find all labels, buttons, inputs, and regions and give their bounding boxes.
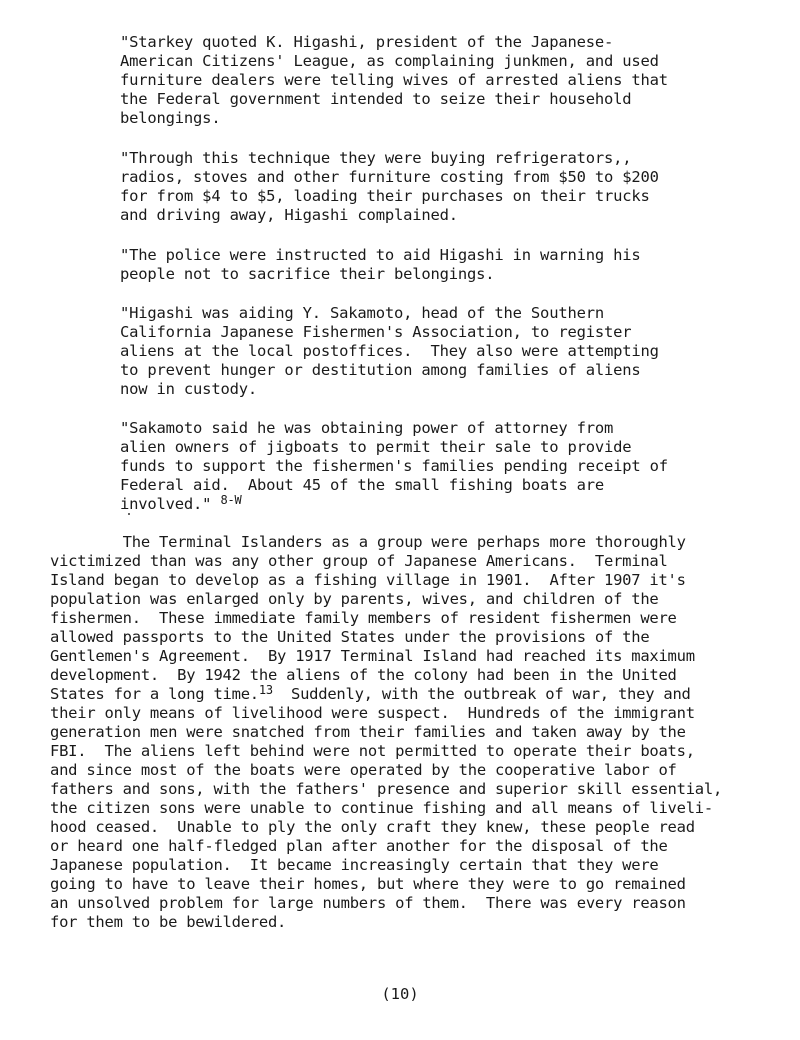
text-line: their only means of livelihood were suspect. Hundreds of the immigrant — [50, 704, 695, 722]
text-line: an unsolved problem for large numbers of them. There was every reason — [50, 894, 686, 912]
text-line: Island began to develop as a fishing village in 1901. After 1907 it's — [50, 571, 686, 589]
text-line: FBI. The aliens left behind were not permitted to operate their boats, — [50, 742, 695, 760]
text-line: going to have to leave their homes, but where they were to go remained — [50, 875, 686, 893]
text-line: and driving away, Higashi complained. — [120, 206, 458, 224]
text-line: belongings. — [120, 109, 221, 127]
text-line: "Starkey quoted K. Higashi, president of the Japanese- — [120, 33, 614, 51]
text-line: alien owners of jigboats to permit their sale to provide — [120, 438, 632, 456]
text-line: aliens at the local postoffices. They also were attempting — [120, 342, 659, 360]
text-line: and since most of the boats were operated by the cooperative labor of — [50, 761, 677, 779]
text-line: funds to support the fishermen's families pending receipt of — [120, 457, 668, 475]
stray-mark — [128, 513, 130, 515]
text-segment: States for a long time. — [50, 685, 259, 703]
text-line: population was enlarged only by parents, wives, and children of the — [50, 590, 659, 608]
text-segment: Suddenly, with the outbreak of war, they and — [272, 685, 691, 703]
text-line: fathers and sons, with the fathers' presence and superior skill essential, — [50, 780, 723, 798]
footnote-marker: 13 — [258, 683, 273, 697]
quote-paragraph-3 — [120, 246, 641, 284]
text-line: fishermen. These immediate family members of resident fishermen were — [50, 609, 677, 627]
text-line: "The police were instructed to aid Higashi in warning his — [120, 246, 641, 264]
quote-paragraph-4 — [120, 304, 659, 399]
text-line: the citizen sons were unable to continue fishing and all means of liveli- — [50, 799, 713, 817]
text-line: now in custody. — [120, 380, 257, 398]
text-line: "Higashi was aiding Y. Sakamoto, head of the Southern — [120, 304, 604, 322]
footnote-marker: 8-W — [220, 493, 242, 507]
text-line: "Sakamoto said he was obtaining power of attorney from — [120, 419, 614, 437]
text-line: California Japanese Fishermen's Association, to register — [120, 323, 632, 341]
text-line: The Terminal Islanders as a group were perhaps more thoroughly — [50, 533, 686, 551]
text-line: radios, stoves and other furniture costing from $50 to $200 — [120, 168, 659, 186]
text-line: or heard one half-fledged plan after another for the disposal of the — [50, 837, 668, 855]
text-line: hood ceased. Unable to ply the only craft they knew, these people read — [50, 818, 695, 836]
quote-paragraph-5 — [120, 419, 668, 514]
page-number: (10) — [381, 985, 419, 1003]
text-line: people not to sacrifice their belongings. — [120, 265, 495, 283]
text-line: allowed passports to the United States under the provisions of the — [50, 628, 650, 646]
text-line: Federal aid. About 45 of the small fishing boats are — [120, 476, 604, 494]
text-line: generation men were snatched from their families and taken away by the — [50, 723, 686, 741]
text-line-with-footnote — [120, 495, 668, 514]
text-line: the Federal government intended to seize their household — [120, 90, 632, 108]
text-line-with-footnote — [50, 685, 722, 704]
quote-paragraph-1 — [120, 33, 668, 128]
text-line: for them to be bewildered. — [50, 913, 287, 931]
body-paragraph — [50, 533, 722, 932]
text-line: to prevent hunger or destitution among families of aliens — [120, 361, 641, 379]
text-line: for from $4 to $5, loading their purchases on their trucks — [120, 187, 650, 205]
quote-paragraph-2 — [120, 149, 659, 225]
text-line: furniture dealers were telling wives of arrested aliens that — [120, 71, 668, 89]
text-line: Gentlemen's Agreement. By 1917 Terminal Island had reached its maximum — [50, 647, 695, 665]
text-segment: involved." — [120, 495, 221, 513]
text-line: "Through this technique they were buying refrigerators,, — [120, 149, 632, 167]
text-line: victimized than was any other group of Japanese Americans. Terminal — [50, 552, 668, 570]
text-line: American Citizens' League, as complaining junkmen, and used — [120, 52, 659, 70]
text-line: Japanese population. It became increasingly certain that they were — [50, 856, 659, 874]
text-line: development. By 1942 the aliens of the colony had been in the United — [50, 666, 677, 684]
